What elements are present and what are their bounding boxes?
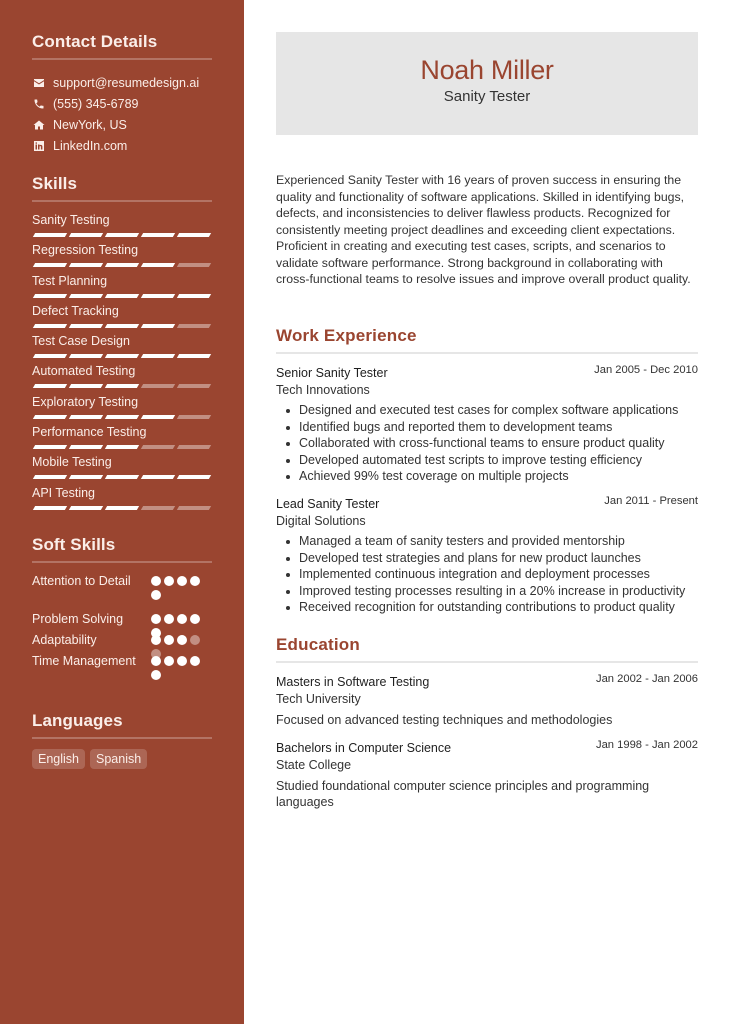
work-section xyxy=(276,326,698,616)
skill-name: Defect Tracking xyxy=(32,303,119,318)
rating-dot xyxy=(190,656,200,666)
level-segment xyxy=(177,415,211,419)
linkedin-icon xyxy=(32,139,45,152)
level-segment xyxy=(33,233,67,237)
rating-dot xyxy=(151,656,161,666)
level-segment xyxy=(33,263,67,267)
bullet: Achieved 99% test coverage on multiple projects xyxy=(286,468,698,485)
skill-item xyxy=(32,423,212,453)
work-entry xyxy=(276,495,698,616)
skill-name: Exploratory Testing xyxy=(32,394,139,409)
rating-dot xyxy=(151,635,161,645)
level-segment xyxy=(69,294,103,298)
level-segment xyxy=(177,506,211,510)
skill-level-bar xyxy=(32,324,212,328)
company: Digital Solutions xyxy=(276,513,366,528)
contact-linkedin[interactable] xyxy=(32,135,212,156)
skill-level-bar xyxy=(32,445,212,449)
language-tag: English xyxy=(32,749,85,769)
soft-skills-title: Soft Skills xyxy=(32,535,116,554)
skill-name: Automated Testing xyxy=(32,364,136,379)
skill-level-bar xyxy=(32,233,212,237)
languages-section xyxy=(32,711,212,769)
skill-name: Sanity Testing xyxy=(32,213,110,227)
level-segment xyxy=(33,415,67,419)
level-segment xyxy=(105,384,139,388)
skill-level-bar xyxy=(32,354,212,358)
bullet: Identified bugs and reported them to development teams xyxy=(286,419,698,436)
rating-dot xyxy=(177,614,187,624)
level-segment xyxy=(141,324,175,328)
level-segment xyxy=(33,506,67,510)
level-segment xyxy=(177,263,211,267)
job-title: Senior Sanity Tester xyxy=(276,366,388,380)
level-segment xyxy=(105,445,139,449)
soft-skill-item xyxy=(32,632,212,653)
level-segment xyxy=(69,233,103,237)
divider xyxy=(32,200,212,202)
contact-location xyxy=(32,114,212,135)
language-tags xyxy=(32,749,212,769)
level-segment xyxy=(69,445,103,449)
skill-level-bar xyxy=(32,506,212,510)
job-dates: Jan 2005 - Dec 2010 xyxy=(594,364,698,376)
level-segment xyxy=(33,324,67,328)
rating-dot xyxy=(151,670,161,680)
skill-name: Test Planning xyxy=(32,273,108,288)
skill-level-bar xyxy=(32,294,212,298)
work-entry xyxy=(276,364,698,485)
level-segment xyxy=(33,354,67,358)
level-segment xyxy=(177,475,211,479)
soft-skill-name: Adaptability xyxy=(32,633,97,647)
level-segment xyxy=(141,506,175,510)
phone-icon xyxy=(32,97,45,110)
level-segment xyxy=(105,506,139,510)
contact-linkedin-text: LinkedIn.com xyxy=(53,138,128,153)
rating-dot xyxy=(190,635,200,645)
envelope-icon xyxy=(32,76,45,89)
contact-location-text: NewYork, US xyxy=(53,117,127,132)
level-segment xyxy=(177,384,211,388)
degree: Bachelors in Computer Science xyxy=(276,740,452,755)
level-segment xyxy=(105,475,139,479)
level-segment xyxy=(105,354,139,358)
skill-level-bar xyxy=(32,475,212,479)
level-segment xyxy=(69,415,103,419)
edu-dates: Jan 1998 - Jan 2002 xyxy=(595,738,698,751)
contact-phone[interactable] xyxy=(32,93,212,114)
skill-level-bar xyxy=(32,263,212,267)
education-section xyxy=(276,635,698,811)
education-title: Education xyxy=(276,635,360,654)
soft-skills-list xyxy=(32,573,212,691)
level-segment xyxy=(33,445,67,449)
rating-dot xyxy=(177,576,187,586)
skill-item xyxy=(32,484,212,514)
job-bullets xyxy=(276,402,698,485)
level-segment xyxy=(69,263,103,267)
level-segment xyxy=(105,263,139,267)
skill-item xyxy=(32,272,212,302)
level-segment xyxy=(69,324,103,328)
soft-skill-item xyxy=(32,653,212,691)
bullet: Implemented continuous integration and deployment processes xyxy=(286,566,698,583)
skill-name: API Testing xyxy=(32,485,96,500)
level-segment xyxy=(141,354,175,358)
level-segment xyxy=(33,475,67,479)
summary: Experienced Sanity Tester with 16 years of proven success in ensuring the quality and functionality of software applications. Skilled in identifying bugs, defects, and inconsistencies to deliver flawless products. Recognized for consistently meeting project deadlines and exceeding client expectations. Proficient in creating and executing test cases, scripts, and scenarios to validate software performance. Strong background in collaborating with cross-functional teams to resolve issues and improve overall product quality. xyxy=(276,173,691,286)
resume-header xyxy=(276,32,698,135)
level-segment xyxy=(33,384,67,388)
level-segment xyxy=(141,294,175,298)
rating-dot xyxy=(190,576,200,586)
edu-dates: Jan 2002 - Jan 2006 xyxy=(595,673,698,685)
level-segment xyxy=(141,263,175,267)
candidate-role: Sanity Tester xyxy=(443,88,531,105)
languages-title: Languages xyxy=(32,711,123,730)
rating-dot xyxy=(151,590,161,600)
level-segment xyxy=(105,415,139,419)
skill-level-bar xyxy=(32,415,212,419)
school: State College xyxy=(276,757,352,772)
level-segment xyxy=(69,506,103,510)
skill-item xyxy=(32,332,212,362)
level-segment xyxy=(105,294,139,298)
level-segment xyxy=(177,445,211,449)
divider xyxy=(32,737,212,739)
rating-dot xyxy=(190,614,200,624)
level-segment xyxy=(69,475,103,479)
sidebar xyxy=(0,0,244,1024)
candidate-name: Noah Miller xyxy=(420,55,554,85)
rating-dot xyxy=(164,635,174,645)
job-title: Lead Sanity Tester xyxy=(276,496,380,511)
level-segment xyxy=(177,354,211,358)
divider xyxy=(32,58,212,60)
skill-name: Test Case Design xyxy=(32,334,130,349)
level-segment xyxy=(177,294,211,298)
skill-item xyxy=(32,211,212,241)
level-segment xyxy=(141,384,175,388)
level-segment xyxy=(105,233,139,237)
edu-description: Focused on advanced testing techniques and methodologies xyxy=(276,713,613,727)
work-title: Work Experience xyxy=(276,326,417,345)
level-segment xyxy=(141,233,175,237)
level-segment xyxy=(33,294,67,298)
skill-item xyxy=(32,302,212,332)
language-tag: Spanish xyxy=(90,749,147,769)
contact-email[interactable] xyxy=(32,72,212,93)
soft-skill-item xyxy=(32,611,212,632)
rating-dot xyxy=(164,614,174,624)
contact-phone-text: (555) 345-6789 xyxy=(53,96,139,111)
rating-dot xyxy=(177,635,187,645)
bullet: Developed automated test scripts to improve testing efficiency xyxy=(286,452,698,469)
skill-item xyxy=(32,453,212,483)
level-segment xyxy=(141,445,175,449)
divider xyxy=(276,661,698,663)
bullet: Developed test strategies and plans for new product launches xyxy=(286,550,698,567)
job-dates: Jan 2011 - Present xyxy=(604,494,698,507)
education-entry xyxy=(276,673,698,729)
rating-dot xyxy=(151,614,161,624)
level-segment xyxy=(69,384,103,388)
skill-item xyxy=(32,241,212,271)
soft-skill-rating xyxy=(151,656,203,680)
skill-name: Performance Testing xyxy=(32,425,147,440)
contact-title: Contact Details xyxy=(32,32,158,51)
bullet: Collaborated with cross-functional teams to ensure product quality xyxy=(286,435,698,452)
company: Tech Innovations xyxy=(276,383,370,397)
contact-list xyxy=(32,72,212,156)
skills-title: Skills xyxy=(32,174,78,193)
level-segment xyxy=(141,415,175,419)
skill-name: Regression Testing xyxy=(32,243,139,258)
divider xyxy=(32,561,212,563)
level-segment xyxy=(69,354,103,358)
soft-skill-item xyxy=(32,573,212,611)
rating-dot xyxy=(164,576,174,586)
edu-description: Studied foundational computer science principles and programming languages xyxy=(276,778,650,809)
soft-skill-name: Time Management xyxy=(32,654,136,668)
skill-item xyxy=(32,393,212,423)
contact-section xyxy=(32,32,212,156)
rating-dot xyxy=(151,576,161,586)
soft-skill-name: Attention to Detail xyxy=(32,574,131,588)
soft-skills-section xyxy=(32,535,212,691)
education-entry xyxy=(276,739,698,811)
bullet: Designed and executed test cases for complex software applications xyxy=(286,402,698,419)
skill-level-bar xyxy=(32,384,212,388)
bullet: Improved testing processes resulting in a 20% increase in productivity xyxy=(286,583,698,600)
job-bullets xyxy=(276,533,698,616)
level-segment xyxy=(105,324,139,328)
school: Tech University xyxy=(276,692,361,706)
soft-skill-rating xyxy=(151,576,203,600)
skill-name: Mobile Testing xyxy=(32,455,112,470)
skills-section xyxy=(32,174,212,514)
contact-email-text: support@resumedesign.ai xyxy=(53,75,200,90)
skills-list xyxy=(32,211,212,514)
rating-dot xyxy=(177,656,187,666)
rating-dot xyxy=(164,656,174,666)
level-segment xyxy=(141,475,175,479)
level-segment xyxy=(177,233,211,237)
home-icon xyxy=(32,118,45,131)
bullet: Received recognition for outstanding contributions to product quality xyxy=(286,599,698,616)
bullet: Managed a team of sanity testers and provided mentorship xyxy=(286,533,698,550)
skill-item xyxy=(32,362,212,392)
soft-skill-name: Problem Solving xyxy=(32,612,124,626)
divider xyxy=(276,352,698,354)
degree: Masters in Software Testing xyxy=(276,675,430,689)
level-segment xyxy=(177,324,211,328)
